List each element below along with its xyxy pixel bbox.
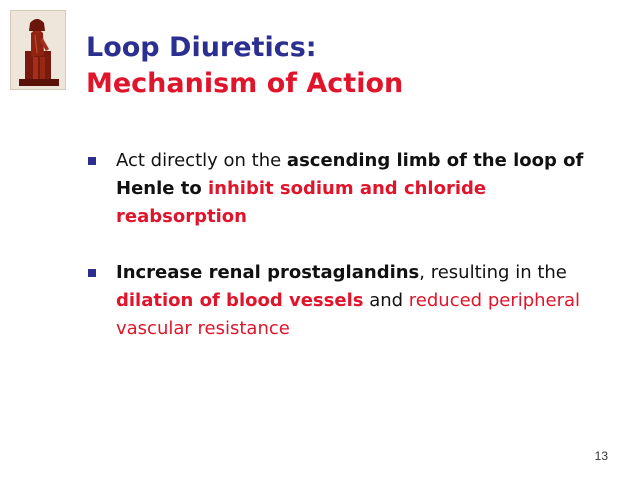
bullet-list — [86, 147, 606, 371]
bullet-1-text-plain: Act directly on the — [116, 150, 287, 171]
bullet-item-2 — [86, 259, 606, 343]
statue-logo-icon — [10, 10, 66, 90]
title-line-secondary: Mechanism of Action — [86, 68, 404, 99]
bullet-2-text-and: and — [363, 290, 409, 311]
bullet-1-text-bold: ascending limb of the loop of Henle to — [116, 150, 584, 199]
bullet-2-text-red: reduced peripheral vascular resistance — [116, 290, 581, 339]
bullet-1-text-bold-red: inhibit sodium and chloride reabsorption — [116, 178, 487, 227]
bullet-2-text-bold-red: dilation of blood vessels — [116, 290, 364, 311]
bullet-item-1 — [86, 147, 606, 231]
title-line-primary: Loop Diuretics: — [86, 32, 317, 63]
square-bullet-icon — [88, 269, 96, 277]
square-bullet-icon — [88, 157, 96, 165]
bullet-2-text-plain: , resulting in the — [419, 262, 567, 283]
slide-title — [86, 30, 403, 102]
bullet-2-text-bold: Increase renal prostaglandins — [116, 262, 420, 283]
statue-logo-graphic — [11, 11, 66, 90]
page-number: 13 — [594, 449, 608, 463]
